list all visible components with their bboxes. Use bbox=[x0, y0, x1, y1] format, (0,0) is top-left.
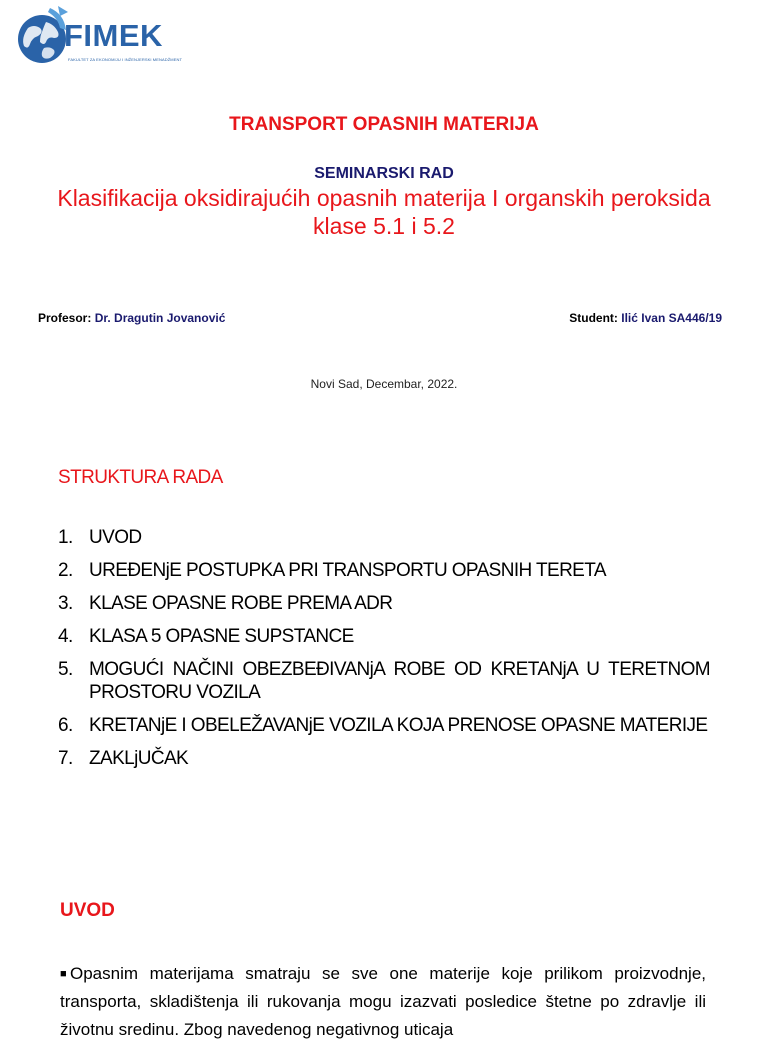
bullet-square-icon: ■ bbox=[60, 968, 67, 980]
toc-item bbox=[58, 625, 710, 648]
toc-item bbox=[58, 747, 710, 770]
student-label: Student: bbox=[569, 311, 618, 325]
toc-item-number: 6. bbox=[58, 715, 73, 736]
toc-item-number: 3. bbox=[58, 593, 73, 614]
intro-paragraph bbox=[60, 960, 706, 1044]
toc-item-text: MOGUĆI NAČINI OBEZBEĐIVANjA ROBE OD KRETANjA U TERETNOM PROSTORU VOZILA bbox=[89, 659, 710, 703]
toc-item-number: 5. bbox=[58, 659, 73, 680]
seminar-label: SEMINARSKI RAD bbox=[314, 165, 454, 182]
toc-item-text: UVOD bbox=[89, 527, 142, 548]
toc-item-text: KRETANjE I OBELEŽAVANjE VOZILA KOJA PRENOSE OPASNE MATERIJE bbox=[89, 715, 708, 736]
professor-name: Dr. Dragutin Jovanović bbox=[94, 311, 226, 325]
student-name: Ilić Ivan SA446/19 bbox=[621, 311, 722, 325]
toc-item-text: KLASA 5 OPASNE SUPSTANCE bbox=[89, 626, 354, 647]
student-info bbox=[569, 311, 722, 325]
professor-label: Profesor: bbox=[38, 311, 92, 325]
logo-wordmark: FIMEK bbox=[64, 18, 163, 53]
toc-item bbox=[58, 559, 710, 582]
globe-logo-icon bbox=[14, 6, 70, 68]
table-of-contents bbox=[58, 526, 710, 780]
place-date: Novi Sad, Decembar, 2022. bbox=[310, 377, 458, 391]
seminar-topic: Klasifikacija oksidirajućih opasnih materija I organskih peroksida klase 5.1 i 5.2 bbox=[57, 185, 711, 239]
toc-item bbox=[58, 526, 710, 549]
toc-item-number: 4. bbox=[58, 626, 73, 647]
toc-item-number: 2. bbox=[58, 560, 73, 581]
toc-item bbox=[58, 658, 710, 704]
document-title: TRANSPORT OPASNIH MATERIJA bbox=[229, 114, 539, 135]
intro-paragraph-text: Opasnim materijama smatraju se sve one materije koje prilikom proizvodnje, transporta, skladištenja ili rukovanja mogu izazvati posledice štetne po zdravlje ili životnu sredinu. Zbog navedenog negativnog uticaja bbox=[60, 964, 706, 1039]
toc-item bbox=[58, 592, 710, 615]
professor-info bbox=[38, 311, 225, 325]
toc-item bbox=[58, 714, 710, 737]
fimek-logo bbox=[14, 6, 183, 68]
structure-heading: STRUKTURA RADA bbox=[58, 467, 223, 488]
intro-heading: UVOD bbox=[60, 900, 115, 921]
toc-item-number: 7. bbox=[58, 748, 73, 769]
logo-subtitle: FAKULTET ZA EKONOMIJU I INŽENJERSKI MENADŽMENT bbox=[68, 57, 183, 62]
toc-item-text: KLASE OPASNE ROBE PREMA ADR bbox=[89, 593, 393, 614]
toc-item-number: 1. bbox=[58, 527, 73, 548]
toc-item-text: ZAKLjUČAK bbox=[89, 748, 189, 769]
toc-item-text: UREĐENjE POSTUPKA PRI TRANSPORTU OPASNIH TERETA bbox=[89, 560, 606, 581]
